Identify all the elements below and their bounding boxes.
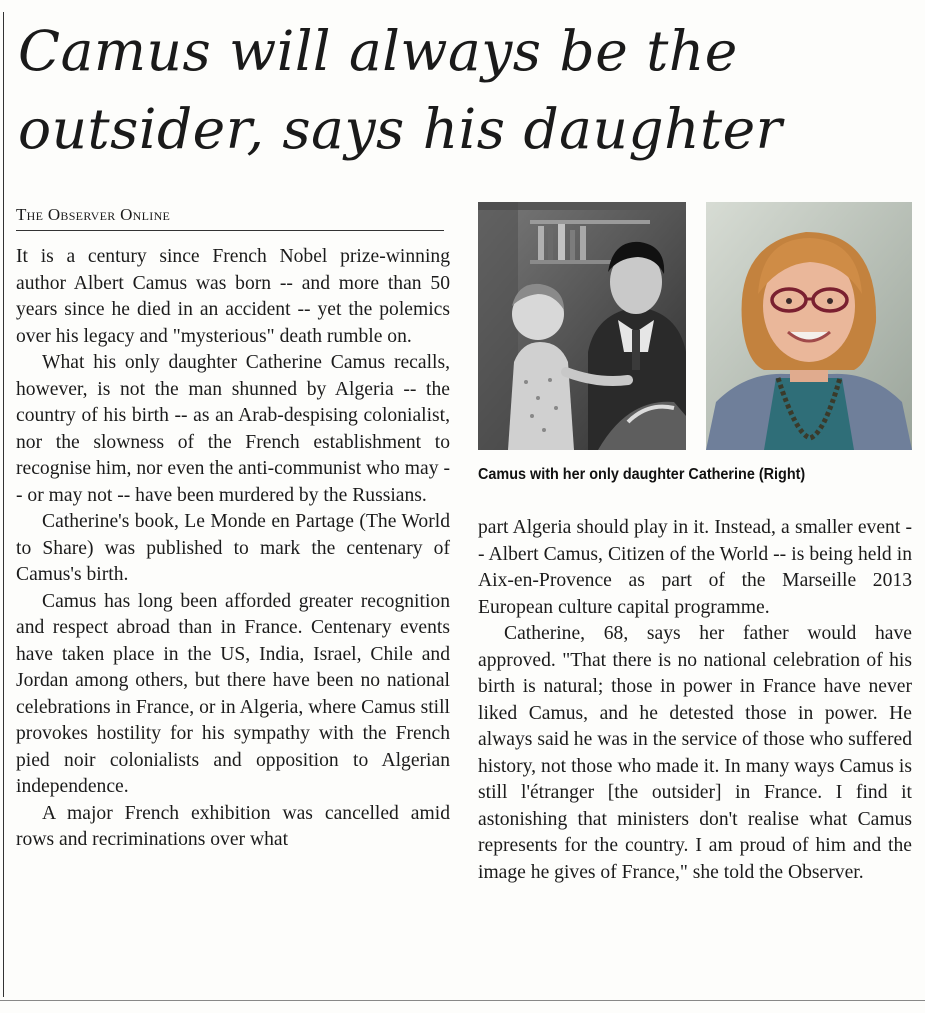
headline: Camus will always be the outsider, says his daughter [18, 19, 783, 161]
paragraph: A major French exhibition was cancelled amid rows and recriminations over what [16, 802, 450, 850]
byline: The Observer Online [16, 205, 444, 231]
left-column-rule [3, 12, 4, 997]
photo-camus-with-daughter [478, 202, 686, 450]
photo-catherine-camus [706, 202, 912, 450]
article-column-right [478, 515, 912, 886]
paragraph: Camus has long been afforded greater recognition and respect abroad than in France. Centenary events have taken place in the US, India, Israel, Chile and Jordan among others, but there have been no national celebrations in France, or in Algeria, where Camus still provokes hostility for his sympathy with the French pied noir colonialists and opposition to Algerian independence. [16, 590, 450, 797]
paragraph: Catherine's book, Le Monde en Partage (The World to Share) was published to mark the centenary of Camus's birth. [16, 511, 450, 585]
paragraph: It is a century since French Nobel prize-winning author Albert Camus was born -- and more than 50 years since he died in an accident -- yet the polemics over his legacy and "mysterious" death rumble on. [16, 246, 450, 347]
article-column-left [16, 244, 450, 854]
paragraph: What his only daughter Catherine Camus recalls, however, is not the man shunned by Algeria -- the country of his birth -- as an Arab-despising colonialist, nor the slowness of the French establishment to recognise him, nor even the anti-communist who may -- or may not -- have been murdered by the Russians. [16, 352, 450, 506]
photo-caption: Camus with her only daughter Catherine (Right) [478, 466, 806, 483]
bottom-rule [0, 1000, 925, 1001]
paragraph: part Algeria should play in it. Instead, a smaller event -- Albert Camus, Citizen of the World -- is being held in Aix-en-Provence as part of the Marseille 2013 European culture capital programme. [478, 517, 912, 618]
paragraph: Catherine, 68, says her father would have approved. "That there is no national celebration of his birth is natural; those in power in France have never liked Camus, and he detested those in power. He always said he was in the service of those who suffered history, not those who made it. In many ways Camus is still l'étranger [the outsider] in France. I find it astonishing that ministers don't realise what Camus represents for the country. I am proud of him and the image he gives of France," she told the Observer. [478, 623, 912, 883]
